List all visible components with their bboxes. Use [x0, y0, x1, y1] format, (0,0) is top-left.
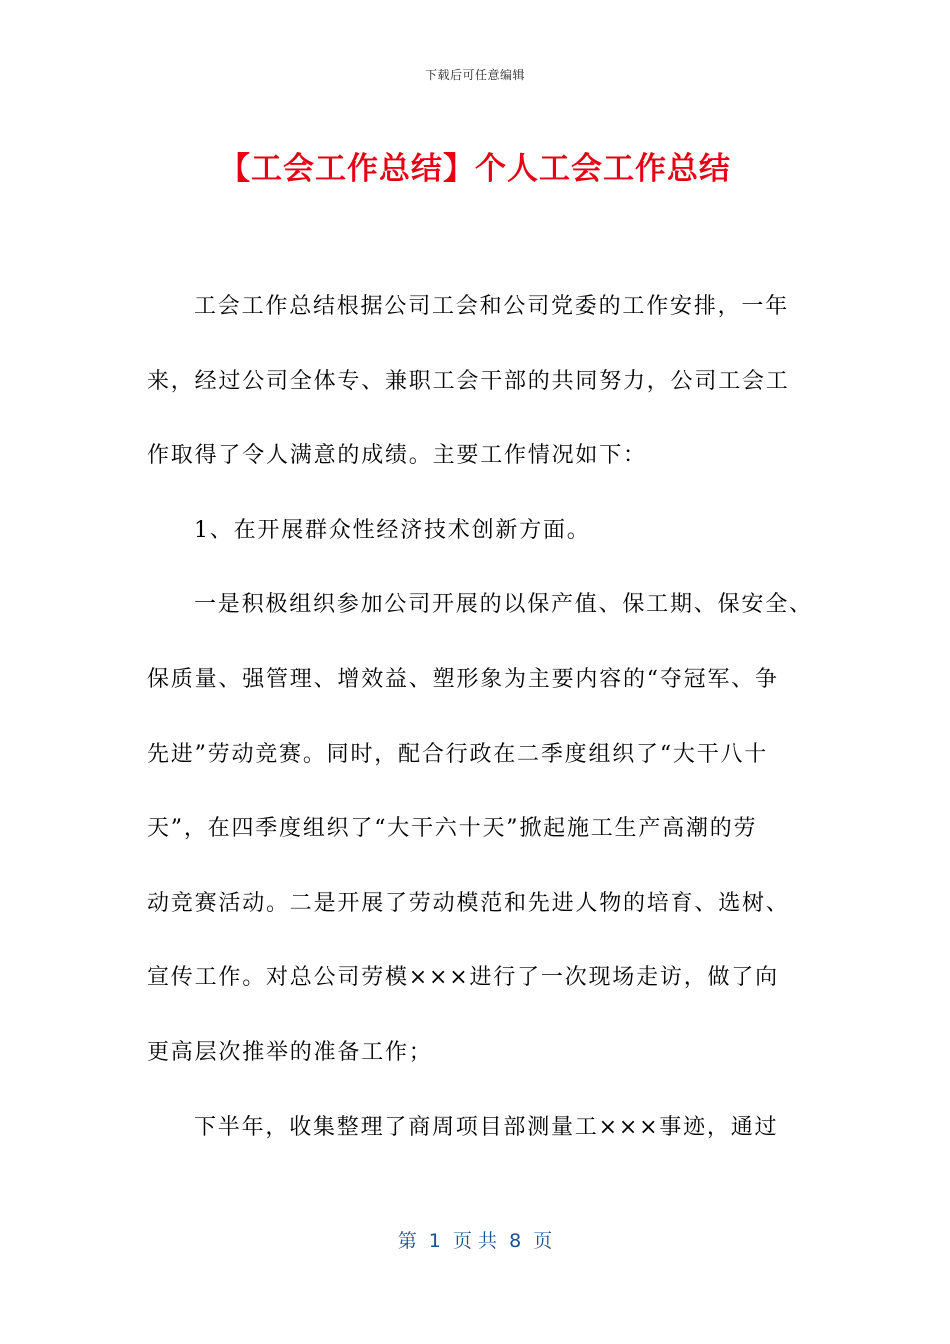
- paragraph-line: 来，经过公司全体专、兼职工会干部的共同努力，公司工会工: [147, 368, 790, 394]
- paragraph-line: 一是积极组织参加公司开展的以保产值、保工期、保安全、: [194, 592, 813, 618]
- paragraph-line: 保质量、强管理、增效益、塑形象为主要内容的“夺冠军、争: [147, 666, 779, 692]
- paragraph-line: 天”，在四季度组织了“大干六十天”掀起施工生产高潮的劳: [147, 816, 758, 842]
- document-title: 【工会工作总结】个人工会工作总结: [219, 151, 731, 187]
- paragraph-line: 更高层次推举的准备工作；: [147, 1039, 433, 1065]
- paragraph-line: 下半年，收集整理了商周项目部测量工×××事迹，通过: [194, 1114, 779, 1140]
- document-body: [147, 270, 813, 1165]
- header-note: 下载后可任意编辑: [424, 68, 525, 82]
- paragraph-line: 动竞赛活动。二是开展了劳动模范和先进人物的培育、选树、: [147, 890, 790, 916]
- paragraph-line: 作取得了令人满意的成绩。主要工作情况如下：: [147, 443, 647, 469]
- page-number-footer: 第 1 页 共 8 页: [397, 1230, 553, 1252]
- section-heading: 1、在开展群众性经济技术创新方面。: [194, 517, 591, 543]
- paragraph-line: 工会工作总结根据公司工会和公司党委的工作安排，一年: [194, 294, 790, 319]
- paragraph-line: 宣传工作。对总公司劳模×××进行了一次现场走访，做了向: [147, 965, 779, 991]
- paragraph-line: 先进”劳动竞赛。同时，配合行政在二季度组织了“大干八十: [147, 741, 769, 767]
